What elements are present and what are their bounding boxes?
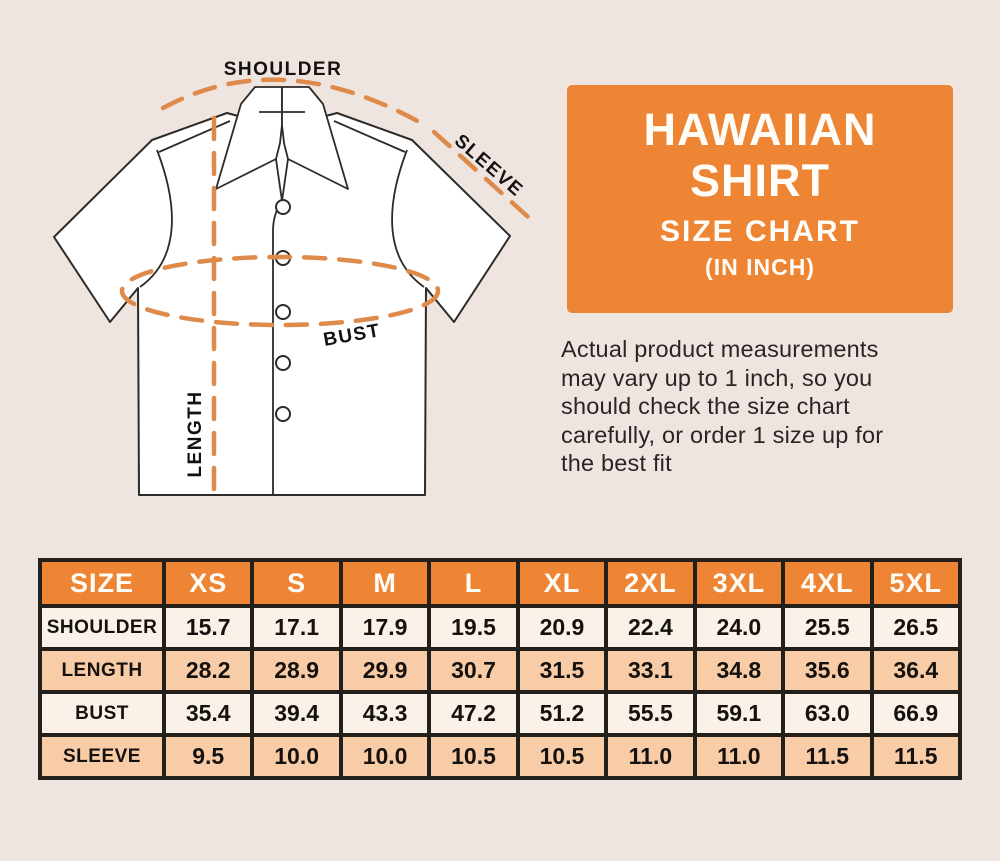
shirt-button: [276, 305, 290, 319]
shirt-diagram: [30, 25, 550, 535]
shirt-button: [276, 407, 290, 421]
size-value-cell: 34.8: [695, 649, 783, 692]
size-column-header: L: [429, 560, 517, 606]
measure-row-label: BUST: [40, 692, 164, 735]
table-row: [40, 649, 960, 692]
size-value-cell: 17.1: [252, 606, 340, 649]
table-row: [40, 692, 960, 735]
description-line: the best fit: [561, 450, 672, 477]
size-column-header: 2XL: [606, 560, 694, 606]
size-value-cell: 19.5: [429, 606, 517, 649]
shoulder-label: SHOULDER: [223, 59, 343, 80]
size-value-cell: 28.2: [164, 649, 252, 692]
size-value-cell: 9.5: [164, 735, 252, 778]
size-value-cell: 15.7: [164, 606, 252, 649]
size-value-cell: 25.5: [783, 606, 871, 649]
size-value-cell: 22.4: [606, 606, 694, 649]
size-value-cell: 10.5: [429, 735, 517, 778]
size-column-header: SIZE: [40, 560, 164, 606]
size-value-cell: 28.9: [252, 649, 340, 692]
size-value-cell: 17.9: [341, 606, 429, 649]
size-value-cell: 11.0: [606, 735, 694, 778]
size-value-cell: 10.0: [341, 735, 429, 778]
title-line-2: SHIRT: [690, 155, 830, 206]
size-value-cell: 66.9: [872, 692, 961, 735]
size-value-cell: 11.0: [695, 735, 783, 778]
description-line: Actual product measurements: [561, 336, 879, 362]
size-value-cell: 55.5: [606, 692, 694, 735]
title-box: [567, 85, 953, 313]
size-column-header: 3XL: [695, 560, 783, 606]
size-column-header: XL: [518, 560, 606, 606]
size-value-cell: 24.0: [695, 606, 783, 649]
measure-row-label: SLEEVE: [40, 735, 164, 778]
size-value-cell: 39.4: [252, 692, 340, 735]
table-row: [40, 735, 960, 778]
size-value-cell: 35.4: [164, 692, 252, 735]
measure-row-label: LENGTH: [40, 649, 164, 692]
size-value-cell: 11.5: [783, 735, 871, 778]
shirt-button: [276, 200, 290, 214]
description-line: should check the size chart: [561, 393, 850, 420]
description-line: carefully, or order 1 size up for: [561, 421, 884, 448]
size-column-header: 5XL: [872, 560, 961, 606]
shirt-outline: [54, 113, 510, 495]
size-chart-table: [38, 558, 962, 780]
measure-row-label: SHOULDER: [40, 606, 164, 649]
size-value-cell: 59.1: [695, 692, 783, 735]
size-column-header: M: [341, 560, 429, 606]
table-header-row: [40, 560, 960, 606]
size-value-cell: 10.5: [518, 735, 606, 778]
size-value-cell: 36.4: [872, 649, 961, 692]
length-label: LENGTH: [185, 390, 206, 478]
size-value-cell: 10.0: [252, 735, 340, 778]
size-value-cell: 31.5: [518, 649, 606, 692]
bust-label: BUST: [321, 320, 383, 351]
size-value-cell: 63.0: [783, 692, 871, 735]
size-value-cell: 47.2: [429, 692, 517, 735]
unit-note: (IN INCH): [705, 254, 815, 280]
shirt-button: [276, 356, 290, 370]
size-column-header: S: [252, 560, 340, 606]
size-value-cell: 30.7: [429, 649, 517, 692]
subtitle: SIZE CHART: [660, 215, 860, 248]
sleeve-label: SLEEVE: [450, 130, 528, 202]
size-value-cell: 35.6: [783, 649, 871, 692]
size-column-header: XS: [164, 560, 252, 606]
size-value-cell: 20.9: [518, 606, 606, 649]
title-line-1: HAWAIIAN: [643, 104, 877, 155]
description-text: [561, 335, 986, 478]
size-value-cell: 29.9: [341, 649, 429, 692]
table-row: [40, 606, 960, 649]
size-column-header: 4XL: [783, 560, 871, 606]
size-value-cell: 11.5: [872, 735, 961, 778]
shirt-diagram-svg: [30, 25, 550, 535]
size-value-cell: 26.5: [872, 606, 961, 649]
description-line: may vary up to 1 inch, so you: [561, 364, 873, 391]
size-value-cell: 43.3: [341, 692, 429, 735]
size-value-cell: 33.1: [606, 649, 694, 692]
size-value-cell: 51.2: [518, 692, 606, 735]
